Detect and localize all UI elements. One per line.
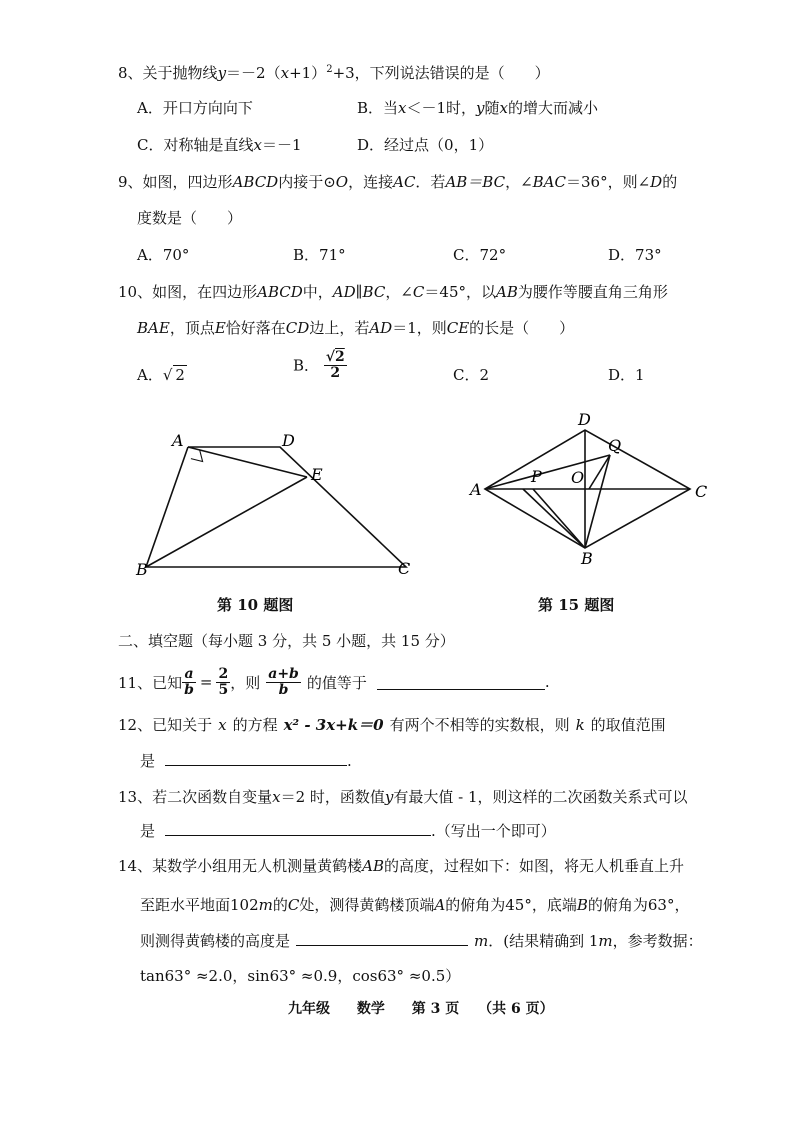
question-10-stem: 10、如图，在四边形ABCD中，AD∥BC，∠C＝45°，以AB为腰作等腰直角三角形 (118, 283, 668, 301)
question-13-line2: 是 .（写出一个即可） (140, 822, 556, 840)
question-13-answer-blank[interactable] (165, 821, 431, 836)
question-8-option-c: C．对称轴是直线x＝－1 (137, 136, 302, 154)
question-10-option-b: B． $\frac{√2}{2}$ (293, 349, 345, 381)
question-8-option-b: B．当x＜－1时，y随x的增大而减小 (357, 99, 599, 117)
question-14-line3: 则测得黄鹤楼的高度是 m．(结果精确到 1m，参考数据： (140, 932, 703, 950)
fig15-label-b: B (581, 549, 593, 568)
fig15-label-d: D (578, 410, 591, 429)
fig10-label-d: D (282, 431, 295, 450)
question-9-option-b: B．71° (293, 246, 346, 264)
figure-10 (130, 425, 420, 585)
question-9-stem-line2: 度数是（ ） (137, 209, 243, 227)
fig15-segment-qb (585, 455, 610, 548)
fig10-segment-ae (188, 447, 307, 477)
question-13-stem: 13、若二次函数自变量x＝2 时，函数值y有最大值 - 1，则这样的二次函数关系式可以 (118, 788, 688, 806)
question-10-option-c: C．2 (453, 366, 490, 384)
fig15-label-a: A (470, 480, 482, 499)
question-14-line2: 至距水平地面102m的C处，测得黄鹤楼顶端A的俯角为45°，底端B的俯角为63°， (140, 896, 690, 914)
question-14-answer-blank[interactable] (296, 931, 468, 946)
question-8-option-a: A．开口方向向下 (137, 99, 253, 117)
question-12-answer-blank[interactable] (165, 751, 347, 766)
fig10-label-b: B (136, 560, 148, 579)
fig15-label-q: Q (608, 436, 622, 455)
fig10-segment-be (146, 477, 307, 567)
page-footer: 九年级 数学 第 3 页 （共 6 页） (288, 1001, 554, 1017)
figure-10-caption: 第 10 题图 (217, 596, 294, 614)
question-8-stem: 8、关于抛物线$y=-2(x+1)^2+3$，下列说法错误的是（ ） (118, 64, 550, 82)
question-9-option-c: C．72° (453, 246, 507, 264)
fig10-right-angle-mark (191, 450, 203, 461)
question-11: 11、 已知 $\frac{a}{b}$ = $\frac{2}{5}$ ，则 $\frac{a+b}{b}$ 的值等于 . (118, 665, 550, 698)
fig15-label-o: O (571, 468, 585, 487)
fig10-label-e: E (311, 465, 323, 484)
figure-15-caption: 第 15 题图 (538, 596, 615, 614)
question-9-stem: 9、如图，四边形ABCD内接于⊙O，连接AC．若AB＝BC，∠BAC＝36°，则∠D的 (118, 173, 678, 191)
fig15-label-p: P (531, 467, 542, 486)
question-11-answer-blank[interactable] (377, 675, 545, 690)
figure-15 (465, 405, 725, 575)
fig15-label-c: C (695, 482, 708, 501)
question-10-option-a: A．√ 2 (137, 366, 185, 384)
question-10-option-d: D．1 (608, 366, 645, 384)
question-8-option-d: D．经过点（0，1） (357, 136, 494, 154)
fig10-label-a: A (172, 431, 184, 450)
fig15-segment-b-side (523, 489, 585, 548)
section-2-heading: 二、填空题（每小题 3 分，共 5 小题，共 15 分） (118, 632, 455, 650)
fig10-label-c: C (398, 559, 411, 578)
question-12-line2: 是 . (140, 752, 352, 770)
question-12-stem: 12、已知关于 x 的方程 x² - 3x+k＝0 有两个不相等的实数根，则 k 的取值范围 (118, 716, 666, 734)
question-14-stem: 14、某数学小组用无人机测量黄鹤楼AB的高度，过程如下：如图，将无人机垂直上升 (118, 857, 684, 875)
question-10-stem-line2: BAE，顶点E恰好落在CD边上，若AD＝1，则CE的长是（ ） (137, 319, 575, 337)
fig10-quadrilateral (146, 447, 406, 567)
question-9-option-a: A．70° (137, 246, 190, 264)
fig15-segment-pb (533, 489, 585, 548)
question-14-line4: tan63° ≈2.0，sin63° ≈0.9，cos63° ≈0.5） (140, 967, 461, 985)
question-9-option-d: D．73° (608, 246, 662, 264)
